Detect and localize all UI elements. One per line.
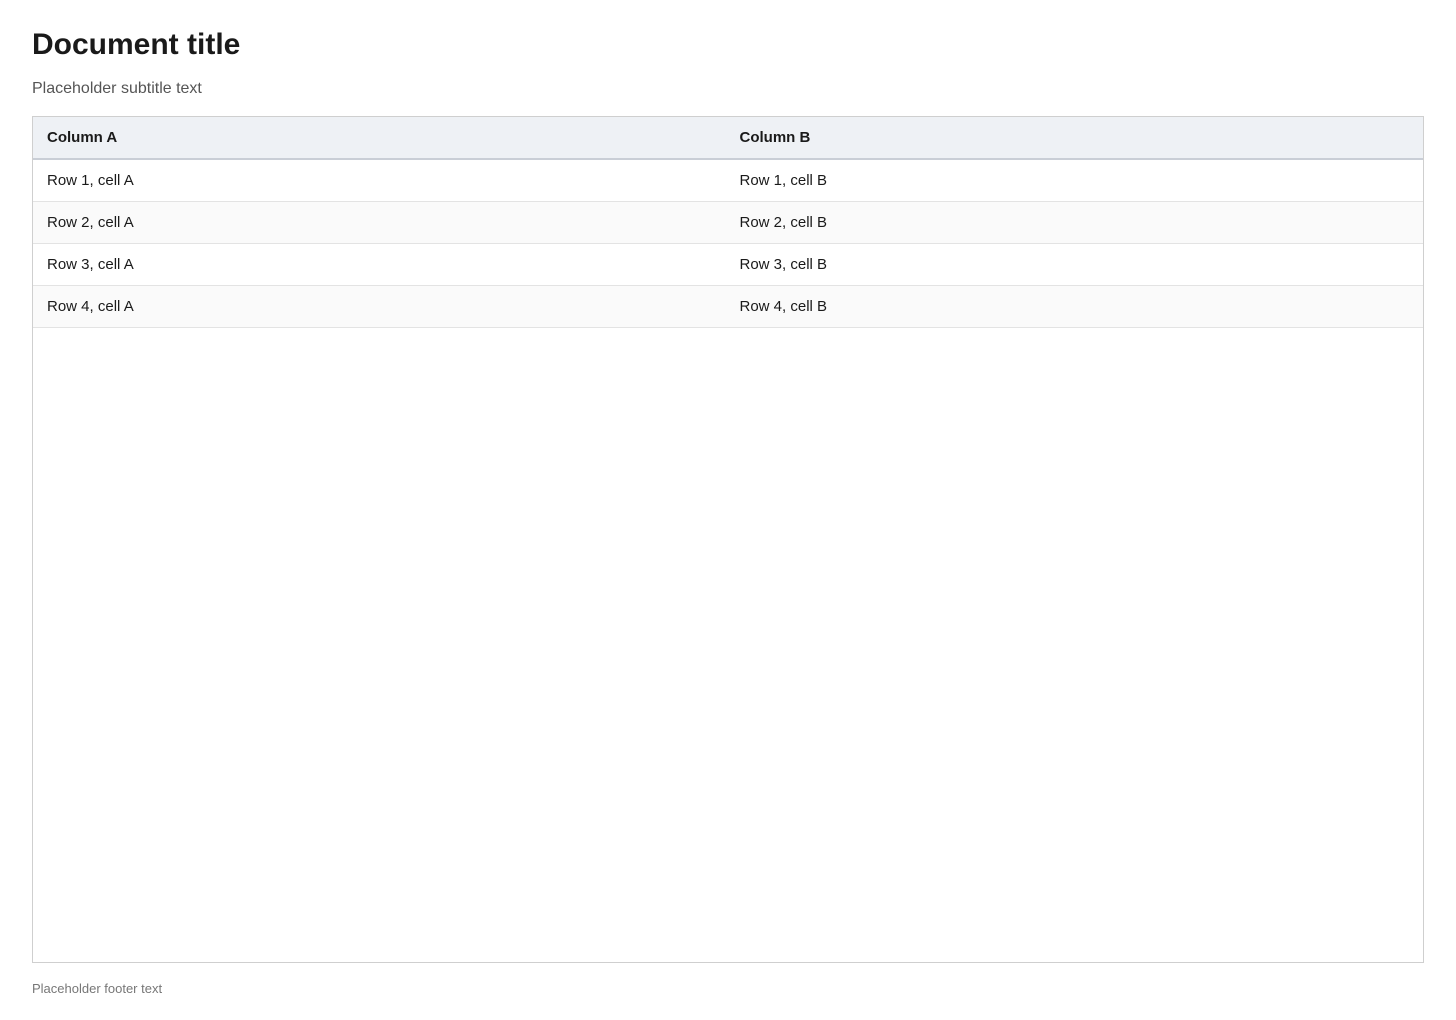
page-subtitle: Placeholder subtitle text (32, 80, 202, 97)
table-cell: Row 3, cell B (726, 244, 1424, 286)
table-cell: Row 4, cell B (726, 286, 1424, 328)
table-header-row (33, 117, 1423, 159)
table-row (33, 244, 1423, 286)
data-table-container (32, 116, 1424, 963)
table-header (33, 117, 1423, 159)
table-row (33, 286, 1423, 328)
table-header-cell: Column B (726, 117, 1424, 159)
table-header-cell: Column A (33, 117, 726, 159)
table-cell: Row 2, cell B (726, 202, 1424, 244)
table-row (33, 202, 1423, 244)
data-table (33, 117, 1423, 328)
table-cell: Row 4, cell A (33, 286, 726, 328)
table-cell: Row 1, cell A (33, 159, 726, 202)
page-title: Document title (32, 28, 241, 61)
table-cell: Row 2, cell A (33, 202, 726, 244)
table-row (33, 159, 1423, 202)
table-body (33, 159, 1423, 328)
footer-note: Placeholder footer text (32, 981, 163, 996)
table-cell: Row 3, cell A (33, 244, 726, 286)
table-cell: Row 1, cell B (726, 159, 1424, 202)
